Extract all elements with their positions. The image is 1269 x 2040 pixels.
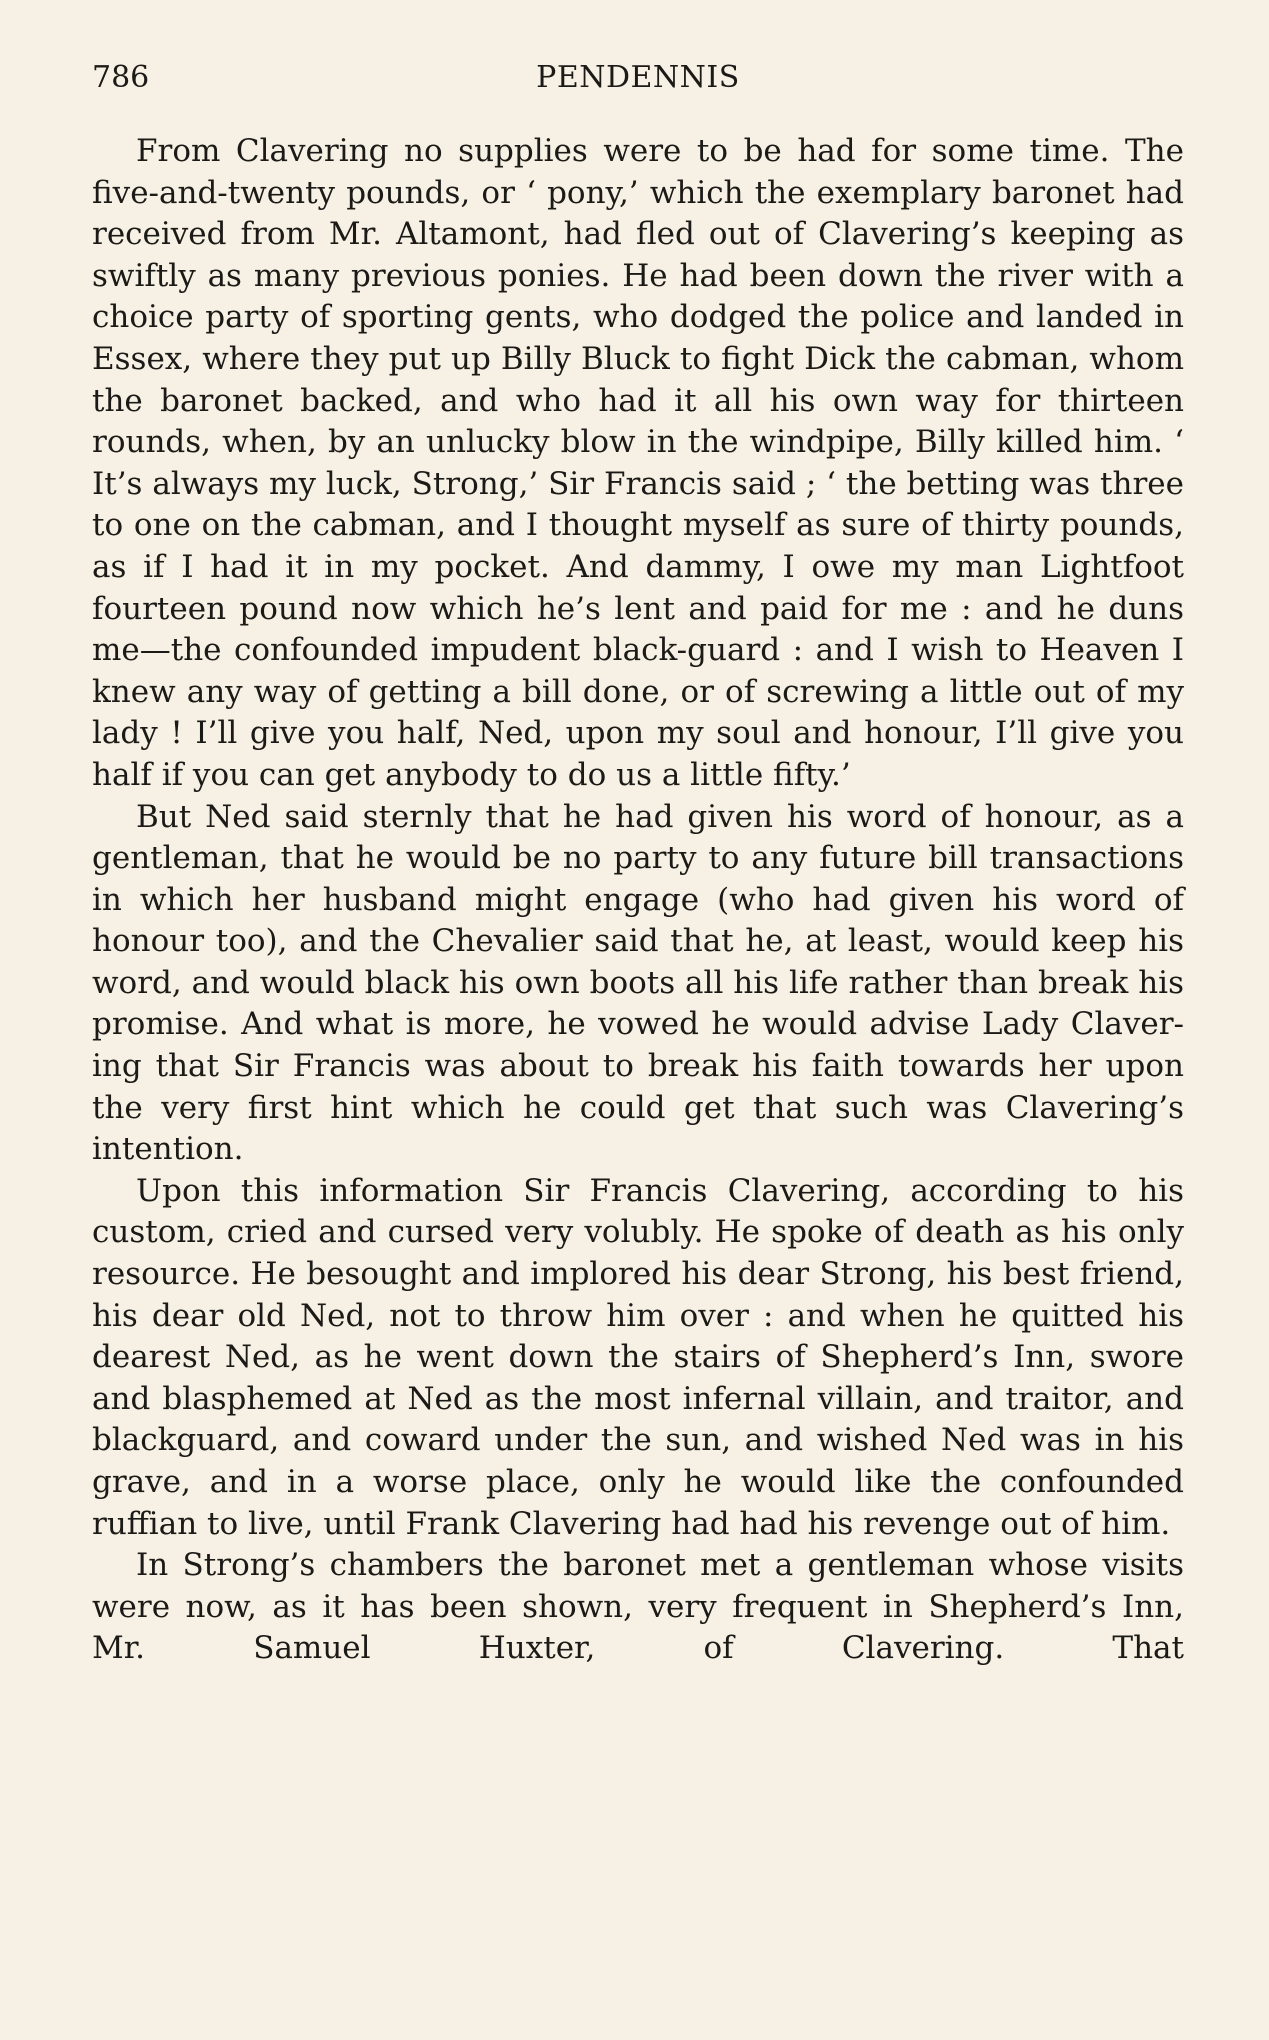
body-text: [92, 131, 1184, 1670]
page-number: 786: [92, 60, 150, 95]
paragraph: But Ned said sternly that he had given his word of honour, as a gentleman, that he would be no party to any future bill transactions in which her husband might engage (who had given his word of honour too), and the Chevalier said that he, at least, would keep his word, and would black his own boots all his life rather than break his promise. And what is more, he vowed he would advise Lady Claver-ing that Sir Francis was about to break his faith towards her upon the very first hint which he could get that such was Clavering’s intention.: [92, 798, 1184, 1168]
paragraph: From Clavering no supplies were to be had for some time. The five-and-twenty pounds, or ‘ pony,’ which the exemplary baronet had received from Mr. Altamont, had fled out of Clavering’s keeping as swiftly as many previous ponies. He had been down the river with a choice party of sporting gents, who dodged the police and landed in Essex, where they put up Billy Bluck to fight Dick the cabman, whom the baronet backed, and who had it all his own way for thirteen rounds, when, by an unlucky blow in the windpipe, Billy killed him. ‘ It’s always my luck, Strong,’ Sir Francis said ; ‘ the betting was three to one on the cabman, and I thought myself as sure of thirty pounds, as if I had it in my pocket. And dammy, I owe my man Lightfoot fourteen pound now which he’s lent and paid for me : and he duns me—the confounded impudent black-guard : and I wish to Heaven I knew any way of getting a bill done, or of screwing a little out of my lady ! I’ll give you half, Ned, upon my soul and honour, I’ll give you half if you can get anybody to do us a little fifty.’: [92, 133, 1184, 793]
paragraph: Upon this information Sir Francis Clavering, according to his custom, cried and cursed very volubly. He spoke of death as his only resource. He besought and implored his dear Strong, his best friend, his dear old Ned, not to throw him over : and when he quitted his dearest Ned, as he went down the stairs of Shepherd’s Inn, swore and blasphemed at Ned as the most infernal villain, and traitor, and blackguard, and coward under the sun, and wished Ned was in his grave, and in a worse place, only he would like the confounded ruffian to live, until Frank Clavering had had his revenge out of him.: [92, 1172, 1184, 1542]
paragraph: In Strong’s chambers the baronet met a gentleman whose visits were now, as it has been shown, very frequent in Shepherd’s Inn, Mr. Samuel Huxter, of Clavering. That: [92, 1547, 1184, 1667]
page-header: [92, 56, 1184, 100]
running-head: PENDENNIS: [536, 60, 740, 95]
